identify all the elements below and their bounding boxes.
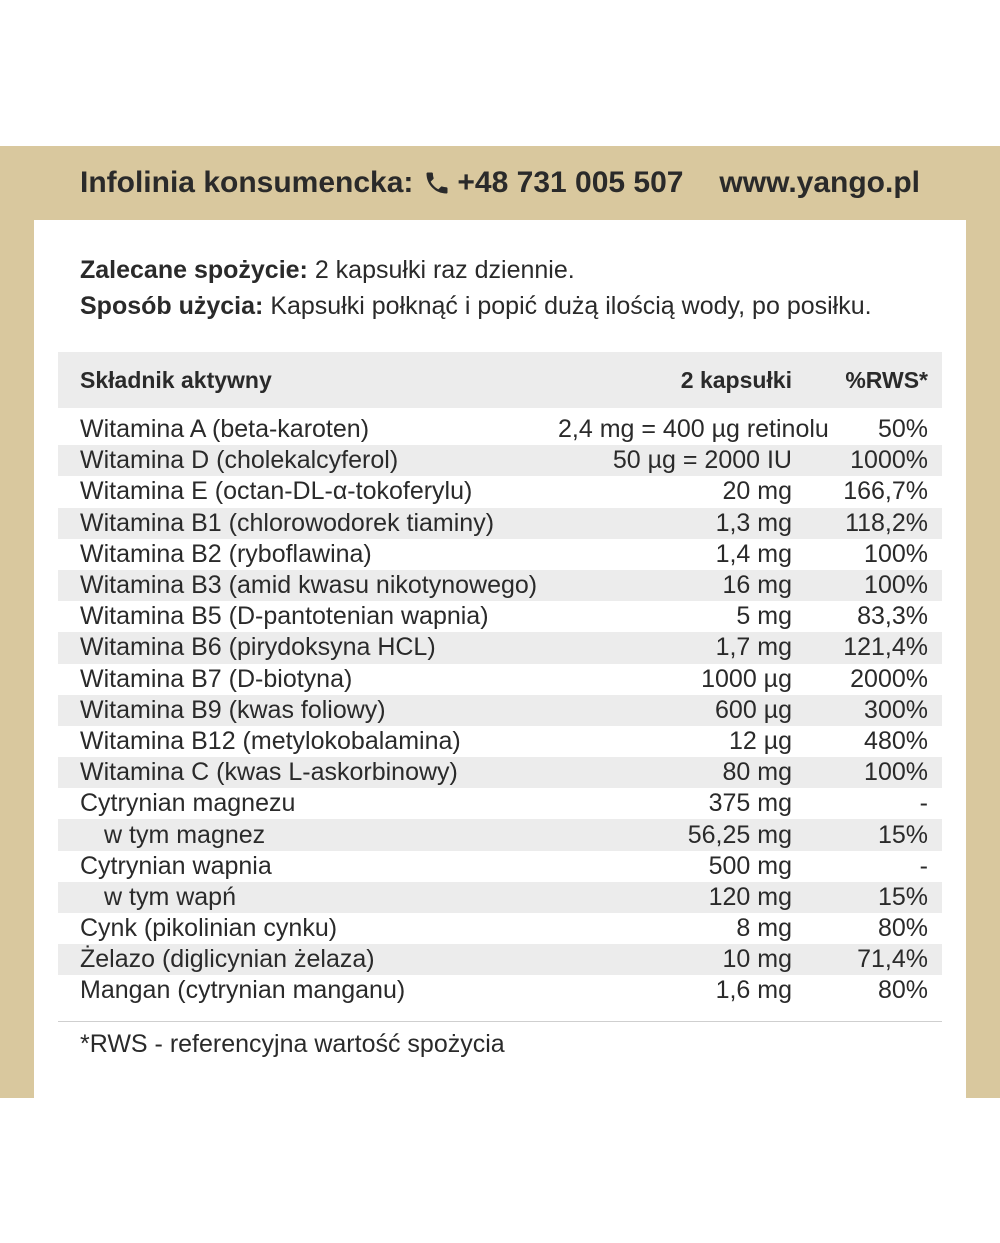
website-link: www.yango.pl: [719, 166, 920, 199]
ingredient-amount: 1,6 mg: [715, 976, 792, 1005]
ingredient-amount: 120 mg: [708, 882, 792, 911]
table-row: [58, 570, 942, 601]
ingredient-amount: 56,25 mg: [687, 820, 792, 849]
header-bar: [0, 146, 1000, 220]
ingredient-rws: 80%: [877, 976, 928, 1005]
hotline: [80, 166, 683, 200]
ingredient-amount: 20 mg: [722, 477, 792, 506]
ingredient-amount: 8 mg: [736, 914, 792, 943]
header-rws: %RWS*: [845, 366, 928, 393]
table-row: [58, 788, 942, 819]
header-amount: 2 kapsułki: [680, 366, 792, 393]
phone-icon: [423, 169, 451, 197]
ingredient-name: Witamina D (cholekalcyferol): [80, 446, 399, 475]
dosage-line: [80, 252, 940, 288]
ingredient-amount: 1,4 mg: [715, 539, 792, 568]
ingredient-rws: 300%: [864, 695, 928, 724]
ingredient-name: Witamina B1 (chlorowodorek tiaminy): [80, 508, 495, 537]
table-row: [58, 975, 942, 1006]
usage-text: Kapsułki połknąć i popić dużą ilością wody, po posiłku.: [263, 292, 872, 320]
table-row: [58, 726, 942, 757]
ingredient-amount: 1,3 mg: [715, 508, 792, 537]
ingredient-rws: 121,4%: [843, 633, 928, 662]
table-header: [58, 352, 942, 408]
ingredient-amount: 80 mg: [722, 758, 792, 787]
ingredient-rws: 80%: [877, 914, 928, 943]
header-ingredient: Składnik aktywny: [80, 366, 272, 393]
ingredient-rws: 1000%: [850, 446, 928, 475]
usage-label: Sposób użycia:: [80, 292, 264, 320]
ingredient-amount: 50 µg = 2000 IU: [612, 446, 792, 475]
ingredient-amount: 5 mg: [736, 602, 792, 631]
ingredient-name: Żelazo (diglicynian żelaza): [80, 945, 375, 974]
ingredient-rws: 83,3%: [857, 602, 928, 631]
ingredient-amount: 2,4 mg = 400 µg retinolu: [558, 415, 829, 444]
table-row: [58, 664, 942, 695]
ingredient-name: Cytrynian wapnia: [80, 851, 272, 880]
ingredient-rws: -: [919, 851, 928, 880]
table-row: [58, 819, 942, 850]
instructions: [80, 252, 940, 324]
table-row: [58, 539, 942, 570]
usage-line: [80, 288, 940, 324]
content-area: [34, 220, 966, 1098]
ingredient-amount: 16 mg: [722, 571, 792, 600]
table-row: [58, 445, 942, 476]
ingredient-amount: 12 µg: [728, 726, 792, 755]
table-row: [58, 632, 942, 663]
ingredient-rws: 480%: [864, 726, 928, 755]
table-row: [58, 508, 942, 539]
table-bottom-rule: [58, 1007, 942, 1022]
ingredient-name: Witamina B2 (ryboflawina): [80, 539, 372, 568]
ingredient-rws: 2000%: [850, 664, 928, 693]
dosage-label: Zalecane spożycie:: [80, 256, 308, 284]
ingredient-rws: 100%: [864, 758, 928, 787]
ingredient-amount: 1,7 mg: [715, 633, 792, 662]
table-row: [58, 882, 942, 913]
ingredient-rws: 118,2%: [845, 508, 928, 537]
ingredient-name: Cytrynian magnezu: [80, 789, 296, 818]
label-panel: [0, 146, 1000, 1098]
ingredient-name: Witamina B6 (pirydoksyna HCL): [80, 633, 436, 662]
table-row: [58, 944, 942, 975]
footnote: *RWS - referencyjna wartość spożycia: [80, 1029, 505, 1058]
ingredient-name: Witamina A (beta-karoten): [80, 415, 370, 444]
ingredient-rws: 71,4%: [857, 945, 928, 974]
table-row: [58, 757, 942, 788]
ingredient-name: Cynk (pikolinian cynku): [80, 914, 338, 943]
phone-number: +48 731 005 507: [457, 166, 684, 199]
ingredient-rws: 50%: [877, 415, 928, 444]
ingredient-name: Witamina E (octan-DL-α-tokoferylu): [80, 477, 473, 506]
ingredient-amount: 375 mg: [708, 789, 792, 818]
ingredient-name: Witamina B3 (amid kwasu nikotynowego): [80, 571, 538, 600]
ingredient-name: Witamina B5 (D-pantotenian wapnia): [80, 602, 489, 631]
ingredient-amount: 10 mg: [722, 945, 792, 974]
ingredient-amount: 500 mg: [708, 851, 792, 880]
table-row: [58, 851, 942, 882]
ingredient-name: Mangan (cytrynian manganu): [80, 976, 406, 1005]
ingredient-name: w tym magnez: [104, 820, 266, 849]
ingredient-name: Witamina B7 (D-biotyna): [80, 664, 353, 693]
ingredient-rws: 166,7%: [843, 477, 928, 506]
hotline-label: Infolinia konsumencka:: [80, 166, 414, 199]
table-body: [58, 414, 942, 1007]
ingredient-rws: -: [919, 789, 928, 818]
table-row: [58, 414, 942, 445]
ingredient-name: w tym wapń: [104, 882, 236, 911]
ingredients-table: [58, 352, 942, 1059]
ingredient-name: Witamina B12 (metylokobalamina): [80, 726, 461, 755]
ingredient-amount: 600 µg: [715, 695, 792, 724]
ingredient-rws: 100%: [864, 571, 928, 600]
table-row: [58, 695, 942, 726]
table-row: [58, 601, 942, 632]
ingredient-name: Witamina B9 (kwas foliowy): [80, 695, 386, 724]
dosage-text: 2 kapsułki raz dziennie.: [307, 256, 575, 284]
ingredient-name: Witamina C (kwas L-askorbinowy): [80, 758, 458, 787]
ingredient-rws: 100%: [864, 539, 928, 568]
table-row: [58, 913, 942, 944]
ingredient-amount: 1000 µg: [701, 664, 792, 693]
table-row: [58, 476, 942, 507]
ingredient-rws: 15%: [877, 820, 928, 849]
ingredient-rws: 15%: [877, 882, 928, 911]
